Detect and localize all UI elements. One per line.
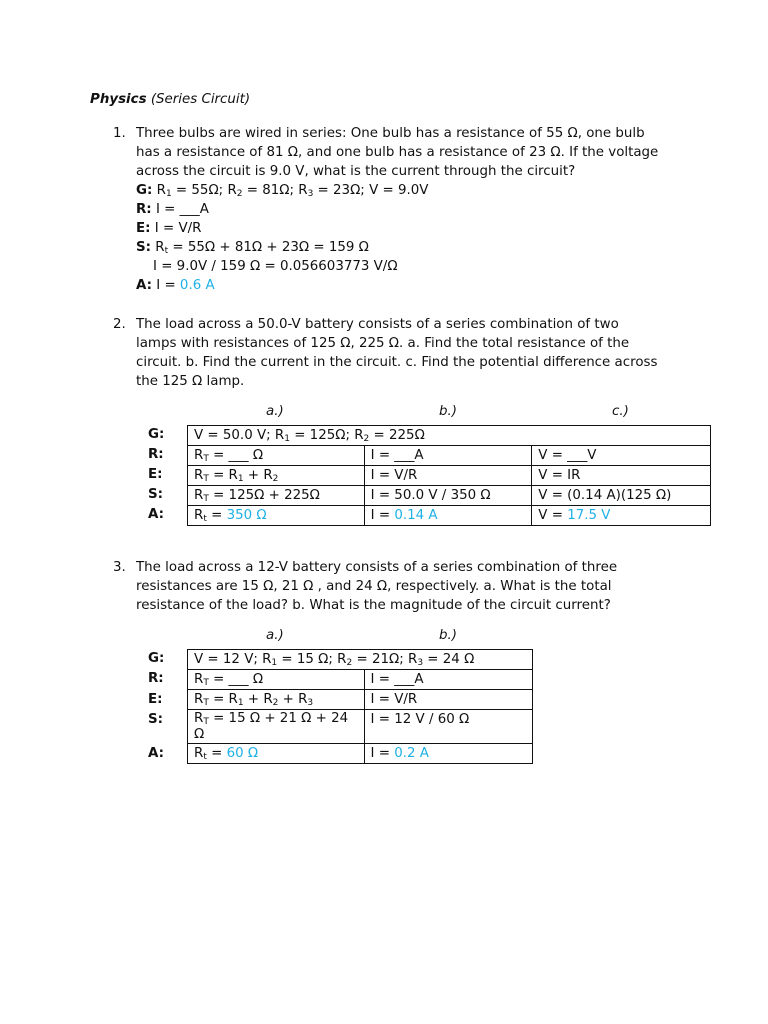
answer-value: 60 Ω	[226, 746, 259, 761]
q2-col-head-b: b.)	[439, 404, 457, 419]
text: = 23Ω; V = 9.0V	[313, 183, 429, 198]
text: + R	[278, 692, 308, 707]
answer-label: A:	[136, 278, 152, 293]
text: = R	[208, 468, 238, 483]
table-cell	[188, 426, 711, 446]
text: + R	[243, 692, 273, 707]
question-2-text-line: The load across a 50.0-V battery consists of a series combination of two	[136, 317, 619, 332]
subscript: 1	[271, 658, 278, 668]
text: =	[206, 508, 227, 523]
q1-solution-line-2: I = 9.0V / 159 Ω = 0.056603773 V/Ω	[153, 259, 398, 274]
q3-col-head-b: b.)	[439, 628, 457, 643]
text: I = V/R	[154, 221, 202, 236]
q1-given	[136, 181, 428, 200]
text: I =	[370, 746, 395, 761]
subscript: T	[203, 474, 209, 484]
text: R	[194, 746, 204, 761]
question-1-text-line: has a resistance of 81 Ω, and one bulb has a resistance of 23 Ω. If the voltage	[136, 145, 659, 160]
table-row	[188, 650, 533, 670]
subscript: T	[203, 494, 209, 504]
text: V = 12 V; R	[194, 652, 272, 667]
text: R	[156, 183, 166, 198]
text: R	[155, 240, 165, 255]
table-cell	[188, 486, 365, 506]
question-2-text-line: circuit. b. Find the current in the circuit. c. Find the potential difference across	[136, 355, 658, 370]
table-row	[188, 446, 711, 466]
text: R	[194, 448, 204, 463]
table-cell	[188, 506, 365, 526]
subscript: T	[203, 717, 209, 727]
text: = 81Ω; R	[242, 183, 308, 198]
q1-required	[136, 200, 209, 219]
question-2-text-line: lamps with resistances of 125 Ω, 225 Ω. a. Find the total resistance of the	[136, 336, 630, 351]
q3-label-required: R:	[148, 671, 164, 686]
question-2-text-line: the 125 Ω lamp.	[136, 374, 245, 389]
table-cell	[188, 710, 365, 744]
table-row	[188, 690, 533, 710]
question-1-text-line: Three bulbs are wired in series: One bulb has a resistance of 55 Ω, one bulb	[136, 126, 645, 141]
table-cell: I = 12 V / 60 Ω	[364, 710, 532, 744]
table-cell	[188, 466, 365, 486]
q3-label-answer: A:	[148, 746, 164, 761]
required-label: R:	[136, 202, 152, 217]
subscript: 2	[272, 698, 279, 708]
title-topic: (Series Circuit)	[150, 92, 251, 107]
q2-label-equation: E:	[148, 467, 163, 482]
q3-label-equation: E:	[148, 692, 163, 707]
question-3-text-line: resistances are 15 Ω, 21 Ω , and 24 Ω, respectively. a. What is the total	[136, 579, 612, 594]
q2-col-head-a: a.)	[266, 404, 284, 419]
equation-label: E:	[136, 221, 151, 236]
text: R	[194, 672, 204, 687]
q2-col-head-c: c.)	[612, 404, 629, 419]
table-cell: I = V/R	[364, 690, 532, 710]
text: = 125Ω + 225Ω	[208, 488, 320, 503]
table-cell: I = ___A	[364, 446, 532, 466]
q2-gresa-table	[187, 425, 711, 526]
text: = 15 Ω; R	[277, 652, 347, 667]
question-1-text-line: across the circuit is 9.0 V, what is the current through the circuit?	[136, 164, 576, 179]
given-label: G:	[136, 183, 153, 198]
answer-value: 0.2 A	[394, 746, 429, 761]
table-cell: V = IR	[532, 466, 711, 486]
question-1-number: 1.	[113, 126, 126, 141]
table-cell	[188, 670, 365, 690]
subscript: 1	[165, 189, 172, 199]
answer-value: 350 Ω	[226, 508, 267, 523]
page-title	[90, 92, 250, 107]
subscript: t	[203, 752, 207, 762]
table-cell	[188, 744, 365, 764]
subscript: t	[164, 246, 169, 256]
subscript: 1	[284, 434, 290, 444]
q1-equation	[136, 219, 201, 238]
q2-label-solution: S:	[148, 487, 163, 502]
table-cell	[532, 506, 711, 526]
q2-label-required: R:	[148, 447, 164, 462]
table-row	[188, 710, 533, 744]
q3-col-head-a: a.)	[266, 628, 284, 643]
text: = 225Ω	[369, 428, 425, 443]
answer-value: 0.14 A	[394, 508, 438, 523]
q1-solution	[136, 238, 369, 257]
subscript: 2	[236, 189, 243, 199]
table-cell	[188, 446, 365, 466]
table-cell: V = ___V	[532, 446, 711, 466]
q2-label-given: G:	[148, 427, 165, 442]
subscript: t	[203, 514, 207, 524]
text: R	[194, 488, 204, 503]
text: + R	[243, 468, 273, 483]
subscript: 3	[417, 658, 424, 668]
table-cell: I = ___A	[364, 670, 532, 690]
subscript: 1	[237, 698, 244, 708]
table-cell	[188, 690, 365, 710]
table-cell: I = 50.0 V / 350 Ω	[364, 486, 532, 506]
q3-label-solution: S:	[148, 712, 163, 727]
text: I =	[156, 278, 180, 293]
subscript: 3	[307, 698, 314, 708]
question-2-number: 2.	[113, 317, 126, 332]
subscript: 2	[363, 434, 370, 444]
q1-answer	[136, 276, 215, 295]
q2-label-answer: A:	[148, 507, 164, 522]
subscript: 2	[272, 474, 279, 484]
subscript: 2	[346, 658, 353, 668]
question-3-number: 3.	[113, 560, 126, 575]
text: R	[194, 692, 204, 707]
text: = 55Ω + 81Ω + 23Ω = 159 Ω	[168, 240, 369, 255]
text: = R	[208, 692, 238, 707]
table-cell	[188, 650, 533, 670]
table-cell: I = V/R	[364, 466, 532, 486]
text: I =	[370, 508, 395, 523]
solution-label: S:	[136, 240, 151, 255]
text: R	[194, 711, 204, 726]
table-row	[188, 744, 533, 764]
text: = 15 Ω + 21 Ω + 24 Ω	[194, 711, 349, 742]
text: =	[206, 746, 227, 761]
text: R	[194, 468, 204, 483]
table-cell	[364, 744, 532, 764]
subscript: T	[203, 454, 209, 464]
text: = 21Ω; R	[352, 652, 418, 667]
table-row	[188, 426, 711, 446]
text: = 125Ω; R	[289, 428, 364, 443]
table-cell	[364, 506, 532, 526]
question-3-text-line: The load across a 12-V battery consists of a series combination of three	[136, 560, 618, 575]
text: = ___ Ω	[208, 448, 264, 463]
text: I = ___A	[155, 202, 209, 217]
title-subject: Physics	[90, 92, 147, 107]
text: V = 50.0 V; R	[194, 428, 285, 443]
table-row	[188, 466, 711, 486]
text: R	[194, 508, 204, 523]
subscript: 3	[307, 189, 314, 199]
text: = 55Ω; R	[171, 183, 237, 198]
question-3-text-line: resistance of the load? b. What is the magnitude of the circuit current?	[136, 598, 611, 613]
table-cell: V = (0.14 A)(125 Ω)	[532, 486, 711, 506]
text: V =	[538, 508, 568, 523]
answer-value: 0.6 A	[179, 278, 215, 293]
table-row	[188, 670, 533, 690]
text: = 24 Ω	[423, 652, 475, 667]
answer-value: 17.5 V	[567, 508, 611, 523]
subscript: 1	[237, 474, 244, 484]
table-row	[188, 506, 711, 526]
subscript: T	[203, 698, 209, 708]
subscript: T	[203, 678, 209, 688]
text: = ___ Ω	[208, 672, 264, 687]
q3-label-given: G:	[148, 651, 165, 666]
q3-gresa-table	[187, 649, 533, 764]
table-row	[188, 486, 711, 506]
